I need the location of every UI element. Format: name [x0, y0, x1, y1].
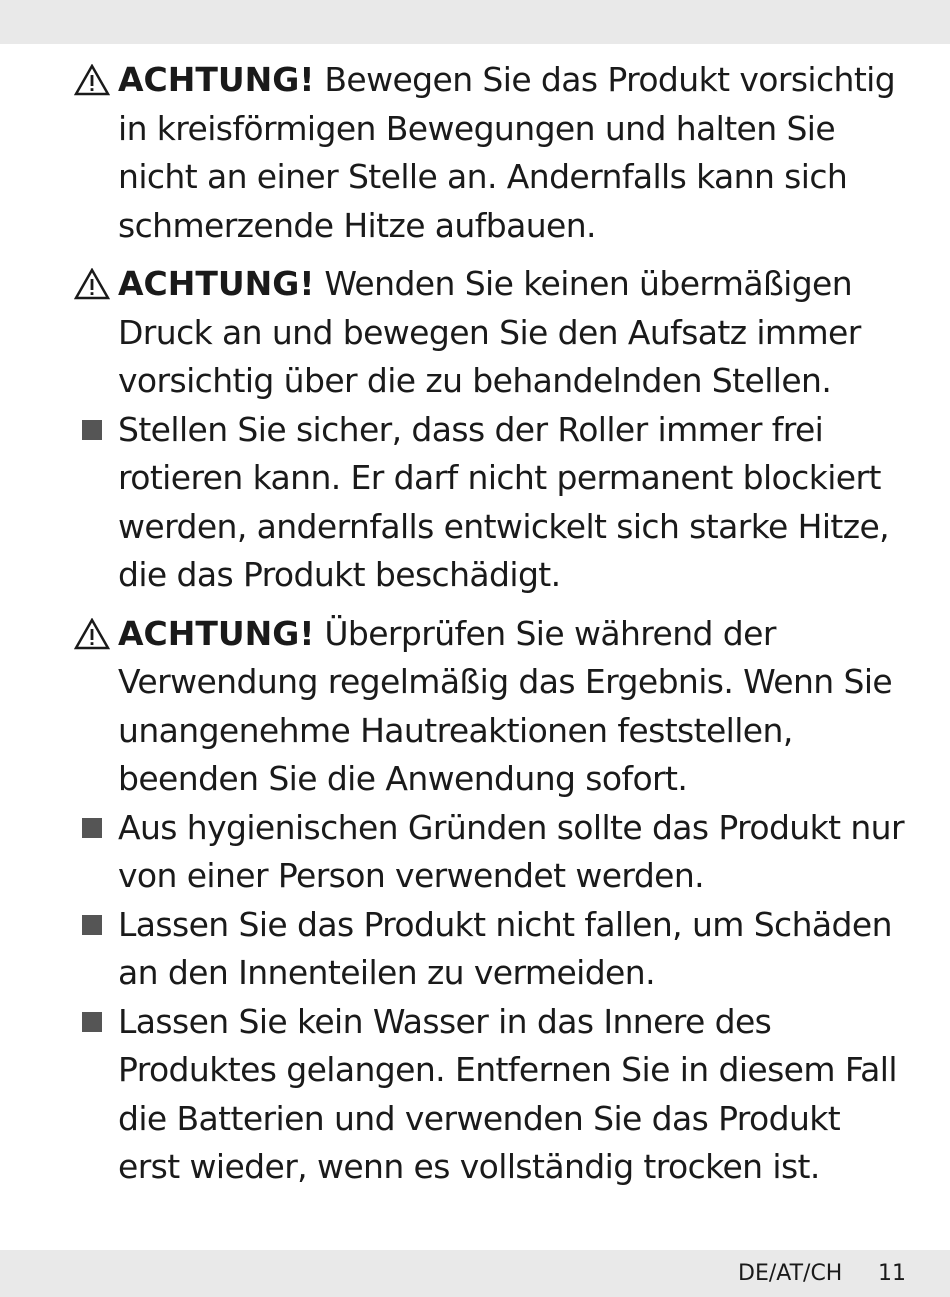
- page-number: 11: [878, 1261, 906, 1286]
- warning-paragraph-1: [0, 56, 950, 250]
- square-bullet-icon: [82, 1012, 102, 1032]
- paragraph-text: Wenden Sie keinen übermäßigen Druck an und bewegen Sie den Aufsatz immer vorsichtig über die zu behandelnden Stellen.: [118, 264, 861, 400]
- footer-region: DE/AT/CH: [738, 1261, 843, 1286]
- header-band: [0, 0, 950, 44]
- warning-paragraph-2: [0, 260, 950, 406]
- bullet-paragraph-4: [0, 998, 950, 1192]
- paragraph-text: Bewegen Sie das Produkt vorsichtig in kreisförmigen Bewegungen und halten Sie nicht an einer Stelle an. Andernfalls kann sich schmerzende Hitze aufbauen.: [118, 60, 896, 245]
- bullet-paragraph-1: [0, 406, 950, 600]
- warning-triangle-icon: [74, 64, 110, 96]
- paragraph-text: Überprüfen Sie während der Verwendung regelmäßig das Ergebnis. Wenn Sie unangenehme Hautreaktionen feststellen, beenden Sie die Anwendung sofort.: [118, 613, 893, 798]
- square-bullet-icon: [82, 818, 102, 838]
- warning-paragraph-3: [0, 610, 950, 804]
- bullet-paragraph-3: [0, 901, 950, 998]
- warning-triangle-icon: [74, 618, 110, 650]
- square-bullet-icon: [82, 420, 102, 440]
- warning-keyword: ACHTUNG!: [118, 613, 315, 653]
- page-content: [0, 56, 950, 1192]
- paragraph-text: Lassen Sie das Produkt nicht fallen, um Schäden an den Innenteilen zu vermeiden.: [118, 904, 892, 992]
- paragraph-text: Stellen Sie sicher, dass der Roller immer frei rotieren kann. Er darf nicht permanent blockiert werden, andernfalls entwickelt sich starke Hitze, die das Produkt beschädigt.: [118, 409, 890, 594]
- bullet-paragraph-2: [0, 804, 950, 901]
- square-bullet-icon: [82, 915, 102, 935]
- paragraph-text: Aus hygienischen Gründen sollte das Produkt nur von einer Person verwendet werden.: [118, 807, 904, 895]
- warning-triangle-icon: [74, 268, 110, 300]
- warning-keyword: ACHTUNG!: [118, 60, 315, 99]
- warning-keyword: ACHTUNG!: [118, 264, 315, 303]
- paragraph-text: Lassen Sie kein Wasser in das Innere des Produktes gelangen. Entfernen Sie in diesem Fall die Batterien und verwenden Sie das Produkt erst wieder, wenn es vollständig trocken ist.: [118, 1001, 897, 1186]
